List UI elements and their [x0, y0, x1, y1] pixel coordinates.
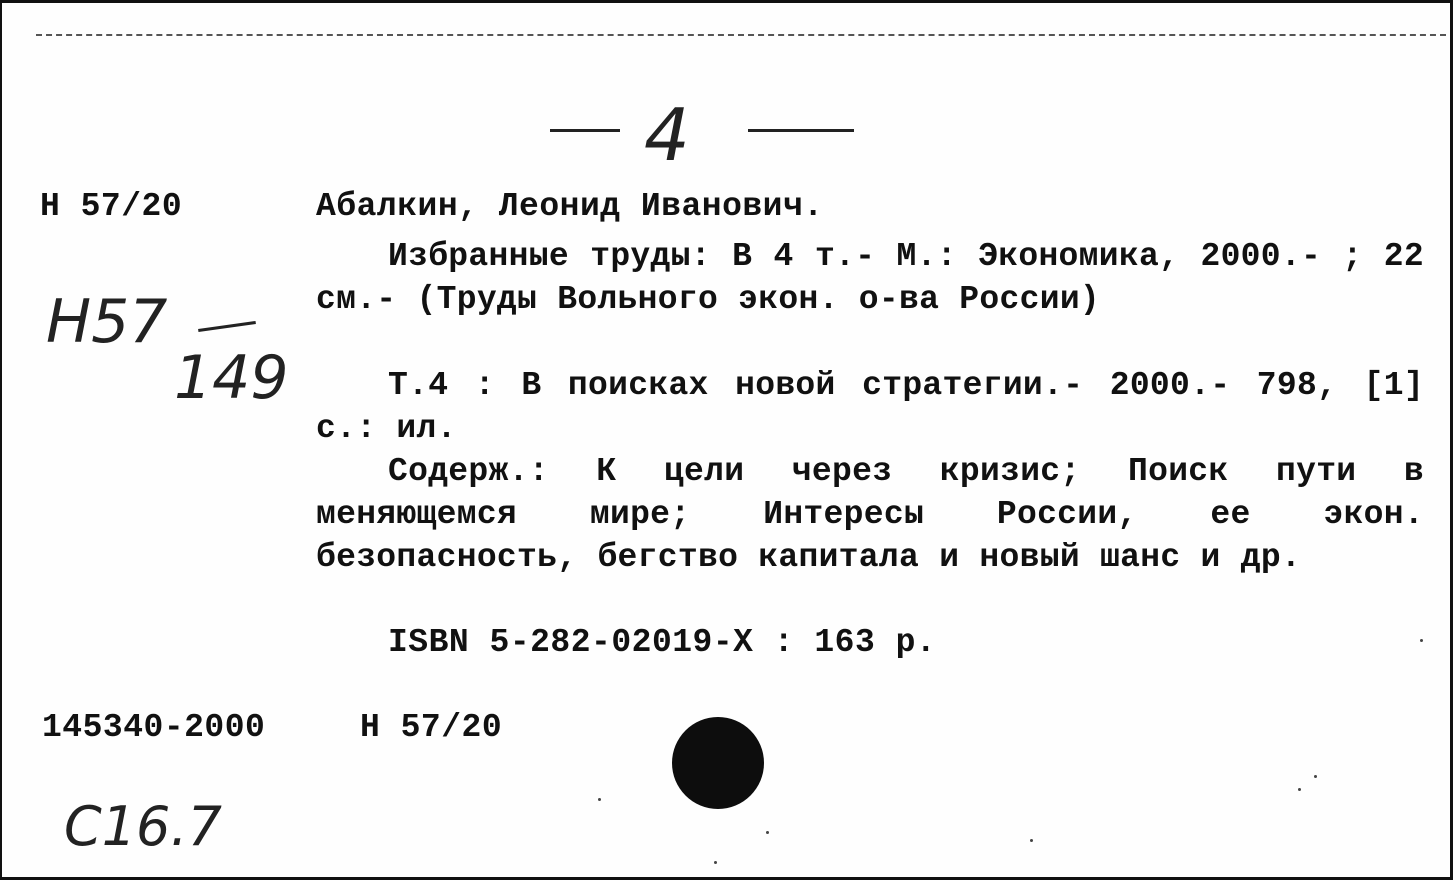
speck [714, 861, 717, 864]
volume-paragraph: Т.4 : В поисках новой стратегии.- 2000.- 798, [1] с.: ил. [316, 367, 1424, 447]
speck [1420, 639, 1423, 642]
contents-paragraph: Содерж.: К цели через кризис; Поиск пути в меняющемся мире; Интересы России, ее экон. безопасность, бегство капитала и новый шанс и др. [316, 453, 1424, 576]
speck [1030, 839, 1033, 842]
speck [766, 831, 769, 834]
volume-number: 4 [644, 93, 690, 177]
punch-hole [672, 717, 764, 809]
handwritten-fraction-line [198, 321, 256, 332]
isbn-line: ISBN 5-282-02019-X : 163 р. [388, 624, 937, 661]
handwritten-shelfmark-bottom: 149 [174, 343, 289, 413]
record-number: 145340-2000 [42, 709, 266, 746]
bottom-shelfmark: H 57/20 [360, 709, 503, 746]
author-heading: Абалкин, Леонид Иванович. [316, 188, 824, 225]
speck [598, 798, 601, 801]
shelfmark: H 57/20 [40, 188, 183, 225]
top-dashed-line [36, 34, 1446, 36]
title-paragraph: Избранные труды: В 4 т.- М.: Экономика, 2000.- ; 22 см.- (Труды Вольного экон. о-ва России) [316, 238, 1424, 318]
handwritten-code: С16.7 [64, 795, 222, 858]
handwritten-shelfmark-top: H57 [46, 287, 168, 357]
volume-dash-left [550, 129, 620, 132]
volume-dash-right [748, 129, 854, 132]
speck [1314, 775, 1317, 778]
speck [1298, 788, 1301, 791]
